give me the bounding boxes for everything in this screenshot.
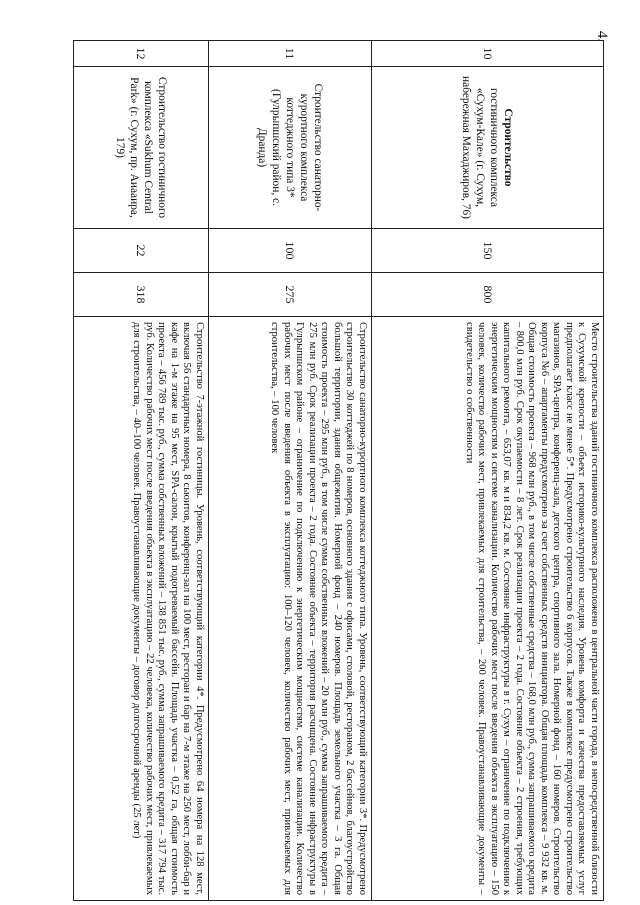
page-number: 4.: [594, 30, 611, 43]
rotated-table-wrapper: [74, 40, 604, 900]
project-name: Строительство гостиничного комплекса «Sukhum Central Park» (г. Сухум, пр. Аиааира, 179): [74, 67, 209, 229]
row-number: 11: [209, 41, 372, 67]
credit-value: 275: [209, 273, 372, 317]
project-name: [372, 67, 604, 229]
project-name: Строительство санаторно-курортного комплекса коттеджного типа 3* (Гулрыпшский район, с. Дранда): [209, 67, 372, 229]
table-row: [209, 41, 372, 901]
table-row: [74, 41, 209, 901]
jobs-value: 22: [74, 229, 209, 273]
project-name-bold: Строительство: [502, 108, 515, 187]
project-description: Строительство 7-этажной гостиницы. Уровень, соответствующий категории 4*. Предусмотрено 64 номера на 128 мест, включая 56 стандартных номера, 8 сьюитов, конференц-зал на 100 мест, ресторан и бар на 7-м этаже на 250 мест, лобби-бар и кафе на 1-м этаже на 95 мест, SPA-салон, крытый подогреваемый бассейн. Площадь участка – 0,52 га, общая стоимость проекта – 456 789 тыс. руб., сумма собственных вложений – 138 851 тыс. руб., сумма запрашиваемого кредита – 317 794 тыс. руб. Количество рабочих мест после введения объекта в эксплуатацию – 22 человека, количество рабочих мест, привлекаемых для строительства, – 40–100 человек. Правоустанавливающие документы – договор долгосрочной аренды (25 лет): [74, 317, 209, 901]
row-number: 12: [74, 41, 209, 67]
jobs-value: 150: [372, 229, 604, 273]
credit-value: 318: [74, 273, 209, 317]
investment-projects-table: [73, 40, 604, 901]
table-row: [372, 41, 604, 901]
jobs-value: 100: [209, 229, 372, 273]
project-description: Строительство санаторно-курортного комплекса коттеджного типа. Уровень, соответствующий категории 3*. Предусмотрено строительство 30 коттеджей по 8 номеров, основного здания с офисами, столовой, рестораном, 2 бассейнов, благоустройство большой территории, здания общежития. Номерной фонд – 240 номеров. Площадь земельного участка – 3 га. Общая стоимость проекта – 295 млн руб., в том числе сумма собственных вложений – 20 млн руб., сумма запрашиваемого кредита – 275 млн руб. Срок реализации проекта – 2 года. Состояние объекта – территория расчищена. Состояние инфраструктуры в Гулрыпшском районе – ограничение по подключению к энергетическим мощностям, системе канализации. Количество рабочих мест после введения объекта в эксплуатацию: 100–120 человек, количество рабочих мест, привлекаемых для строительства, – 100 человек: [209, 317, 372, 901]
project-name-text: гостиничного комплекса «Сухум-Кале» (г. Сухум, набережная Махаджиров, 76): [460, 76, 501, 219]
credit-value: 800: [372, 273, 604, 317]
project-description: Место строительства зданий гостиничного комплекса расположено в центральной части города, в непосредственной близости к Сухумской крепости – объект историко-культурного наследия. Уровень комфорта и качества предоставляемых услуг предполагает класс не менее 5*. Предусмотрено строительство 6 корпусов. Также в комплексе предусмотрено строительство магазинов, SPA-центра, конференц-зала, детского центра, спортивного зала. Номерной фонд – 160 номеров. Строительство корпуса №6 – апартаменты предусмотрено за счет собственных средств инициатора. Общая площадь комплекса – 9 932 кв. м. Общая стоимость проекта – 968 млн руб., в том числе собственные средства – 168,0 млн руб., сумма запрашиваемого кредита – 800,0 млн руб. Срок окупаемости – 8 лет. Срок реализации проекта – 2 года. Состояние объекта – 2 строения, требующих капитального ремонта, – 653,07 кв. м и 834,2 кв. м. Состояние инфраструктуры в г. Сухум – ограничение по подключению к энергетическим мощностям и системе канализации. Количество рабочих мест после введения объекта в эксплуатацию – 150 человек, количество рабочих мест, привлекаемых для строительства, – 200 человек. Правоустанавливающие документы – свидетельство о собственности: [372, 317, 604, 901]
row-number: 10: [372, 41, 604, 67]
